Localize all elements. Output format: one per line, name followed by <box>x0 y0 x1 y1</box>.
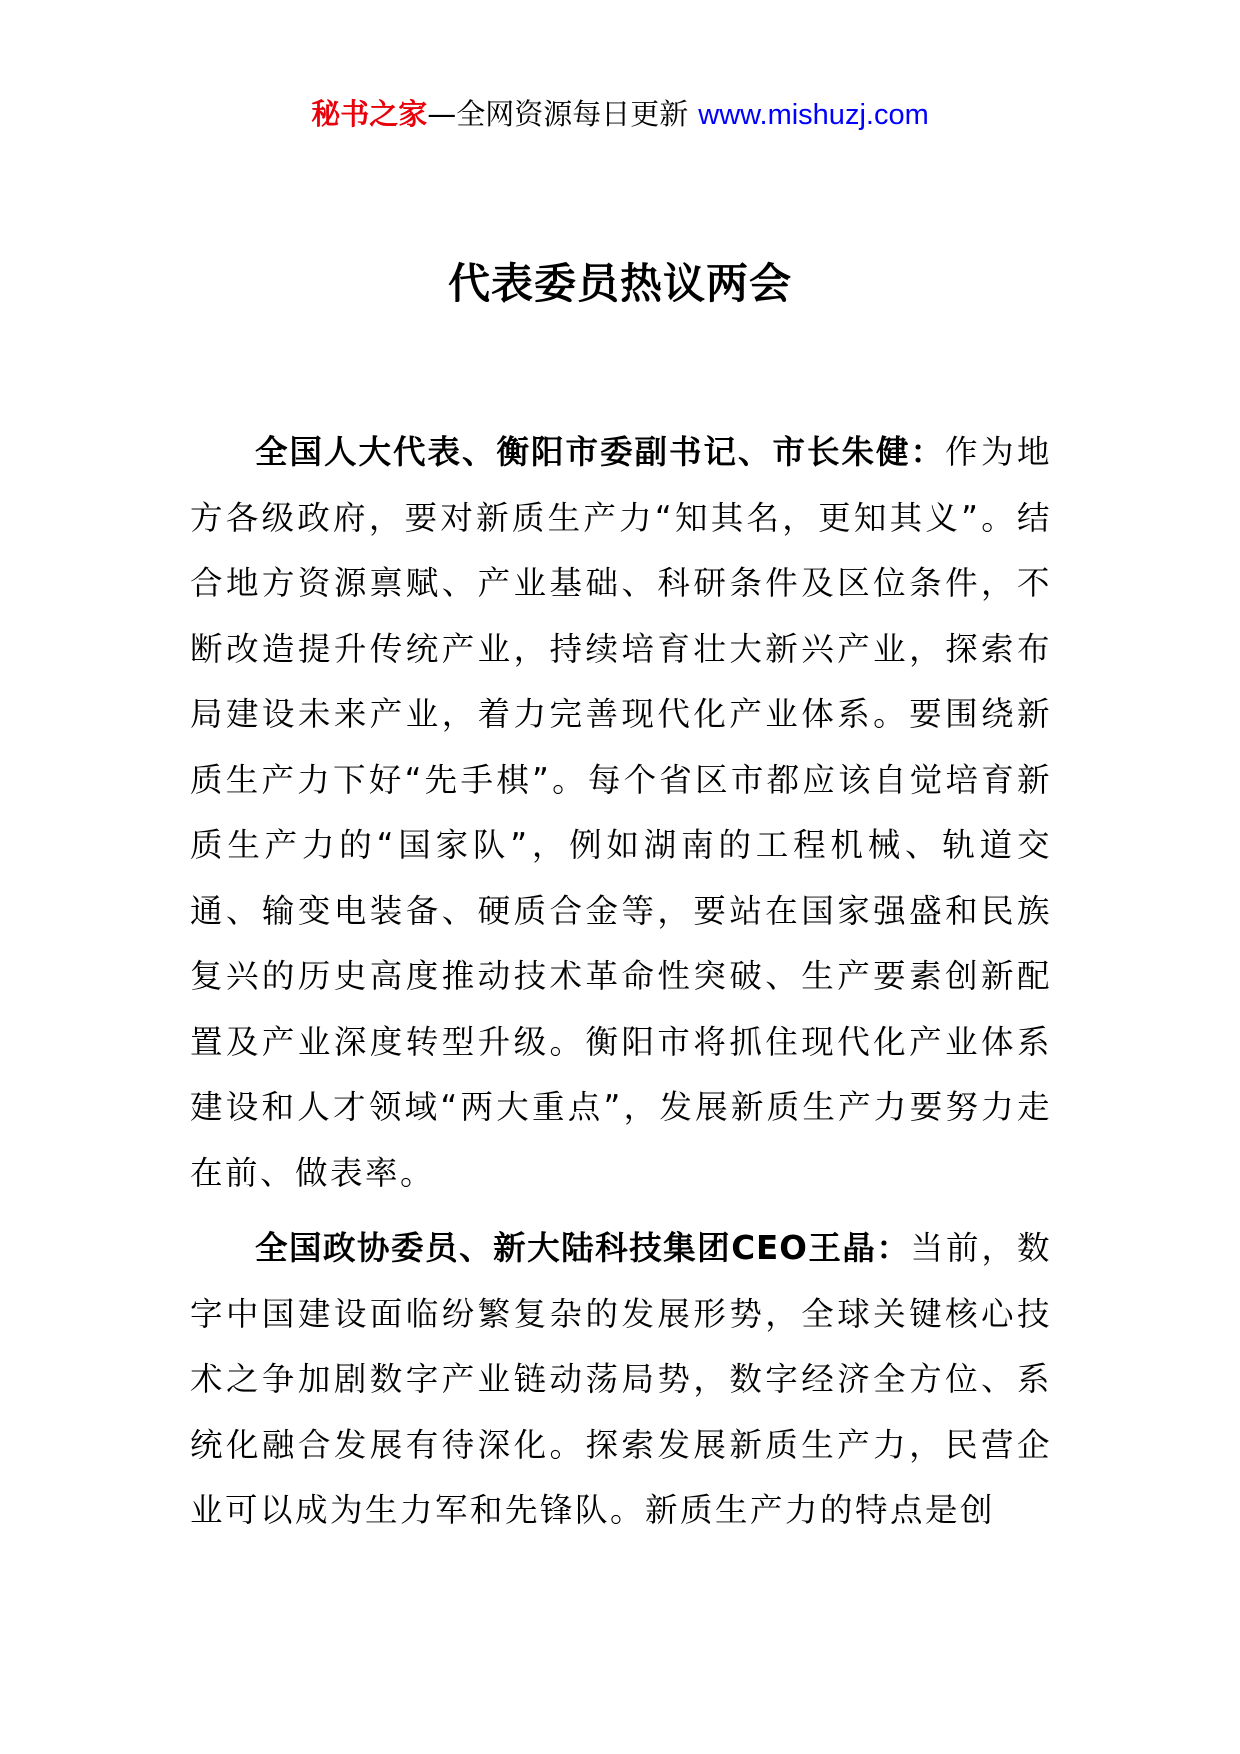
site-url-link[interactable]: www.mishuzj.com <box>698 99 929 131</box>
site-header <box>0 94 1240 135</box>
paragraph-text: 当前，数字中国建设面临纷繁复杂的发展形势，全球关键核心技术之争加剧数字产业链动荡局势，数字经济全方位、系统化融合发展有待深化。探索发展新质生产力，民营企业可以成为生力军和先锋队。新质生产力的特点是创 <box>190 1229 1052 1529</box>
site-brand: 秘书之家 <box>311 97 428 131</box>
speaker-label: 全国政协委员、新大陆科技集团CEO王晶： <box>255 1229 911 1267</box>
document-title: 代表委员热议两会 <box>447 259 792 308</box>
document-body <box>190 420 1052 1544</box>
speaker-label: 全国人大代表、衡阳市委副书记、市长朱健： <box>255 433 945 471</box>
paragraph-text: 作为地方各级政府，要对新质生产力“知其名，更知其义”。结合地方资源禀赋、产业基础、科研条件及区位条件，不断改造提升传统产业，持续培育壮大新兴产业，探索布局建设未来产业，着力完善现代化产业体系。要围绕新质生产力下好“先手棋”。每个省区市都应该自觉培育新质生产力的“国家队”，例如湖南的工程机械、轨道交通、输变电装备、硬质合金等，要站在国家强盛和民族复兴的历史高度推动技术革命性突破、生产要素创新配置及产业深度转型升级。衡阳市将抓住现代化产业体系建设和人才领域“两大重点”，发展新质生产力要努力走在前、做表率。 <box>190 433 1052 1192</box>
site-slogan: —全网资源每日更新 <box>427 97 689 131</box>
paragraph-zhu-jian <box>190 420 1052 1206</box>
paragraph-wang-jing <box>190 1216 1052 1544</box>
